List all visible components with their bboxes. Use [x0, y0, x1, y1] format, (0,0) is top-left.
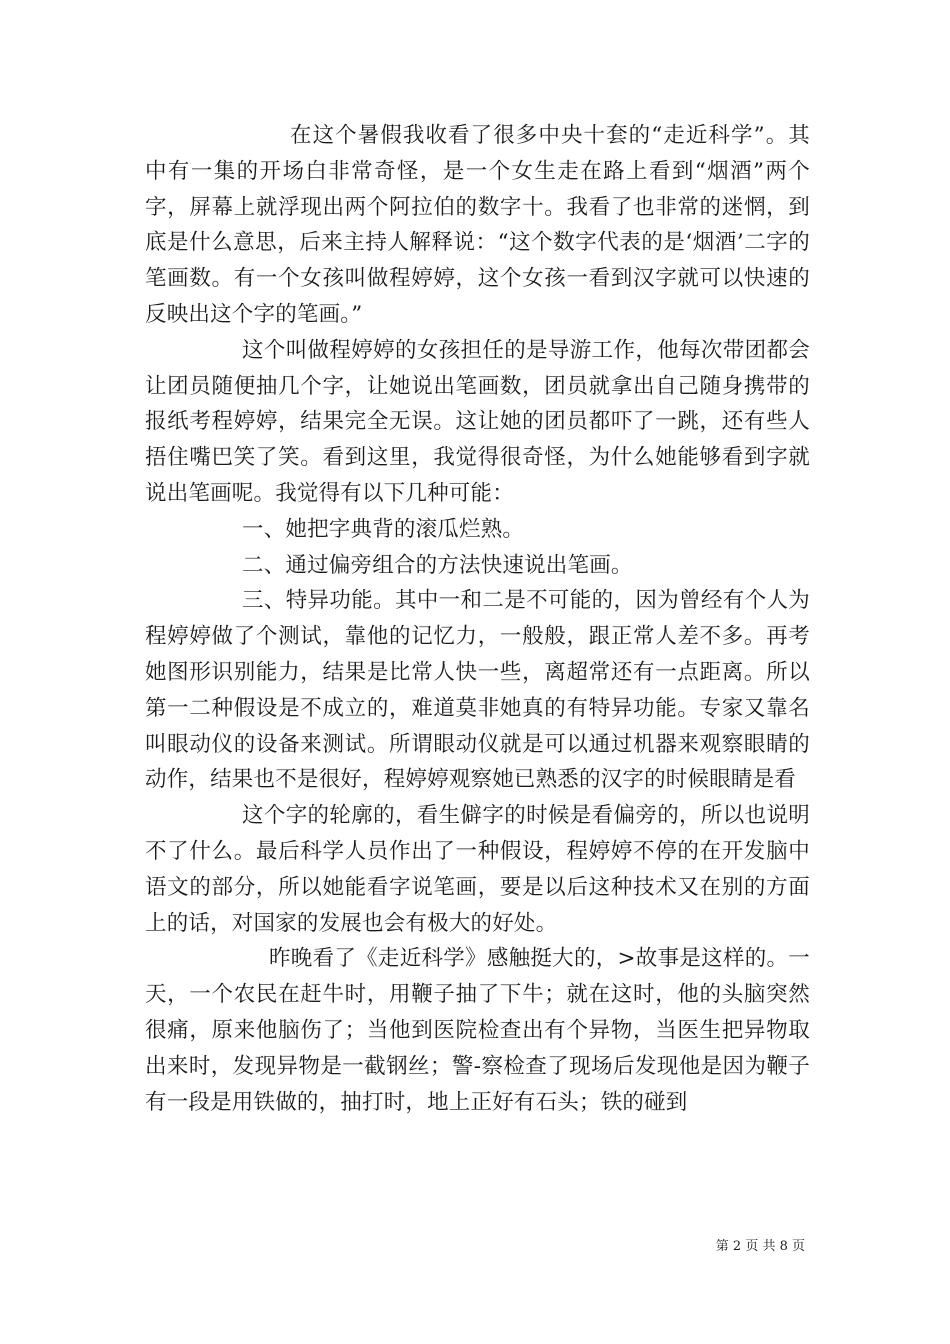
body-text	[145, 118, 810, 1120]
list-item-3: 三、特异功能。其中一和二是不可能的，因为曾经有个人为程婷婷做了个测试，靠他的记忆力，一般般，跟正常人差不多。再考她图形识别能力，结果是比常人快一些，离超常还有一点距离。所以第一二种假设是不成立的，难道莫非她真的有特异功能。专家又靠名叫眼动仪的设备来测试。所谓眼动仪就是可以通过机器来观察眼睛的动作，结果也不是很好，程婷婷观察她已熟悉的汉字的时候眼睛是看	[145, 588, 810, 793]
paragraph-1: 在这个暑假我收看了很多中央十套的“走近科学”。其中有一集的开场白非常奇怪，是一个女生走在路上看到“烟酒”两个字，屏幕上就浮现出两个阿拉伯的数字十。我看了也非常的迷惘，到底是什么意思，后来主持人解释说：“这个数字代表的是‘烟酒’二字的笔画数。有一个女孩叫做程婷婷，这个女孩一看到汉字就可以快速的反映出这个字的笔画。”	[145, 123, 810, 327]
paragraph-2: 这个叫做程婷婷的女孩担任的是导游工作，他每次带团都会让团员随便抽几个字，让她说出笔画数，团员就拿出自己随身携带的报纸考程婷婷，结果完全无误。这让她的团员都吓了一跳，还有些人捂住嘴巴笑了笑。看到这里，我觉得很奇怪，为什么她能够看到字就说出笔画呢。我觉得有以下几种可能：	[145, 337, 810, 506]
page-footer: 第 2 页 共 8 页	[715, 1239, 805, 1254]
list-item-2: 二、通过偏旁组合的方法快速说出笔画。	[242, 552, 633, 578]
paragraph-continued: 这个字的轮廓的，看生僻字的时候是看偏旁的，所以也说明不了什么。最后科学人员作出了一种假设，程婷婷不停的在开发脑中语文的部分，所以她能看字说笔画，要是以后这种技术又在别的方面上的话，对国家的发展也会有极大的好处。	[145, 803, 810, 936]
paragraph-3: 昨晚看了《走近科学》感触挺大的，>故事是这样的。一天，一个农民在赶牛时，用鞭子抽了下牛；就在这时，他的头脑突然很痛，原来他脑伤了；当他到医院检查出有个异物，当医生把异物取出来时，发现异物是一截钢丝；警-察检查了现场后发现他是因为鞭子有一段是用铁做的，抽打时，地上正好有石头；铁的碰到	[145, 946, 810, 1115]
list-item-1: 一、她把字典背的滚瓜烂熟。	[242, 516, 525, 542]
